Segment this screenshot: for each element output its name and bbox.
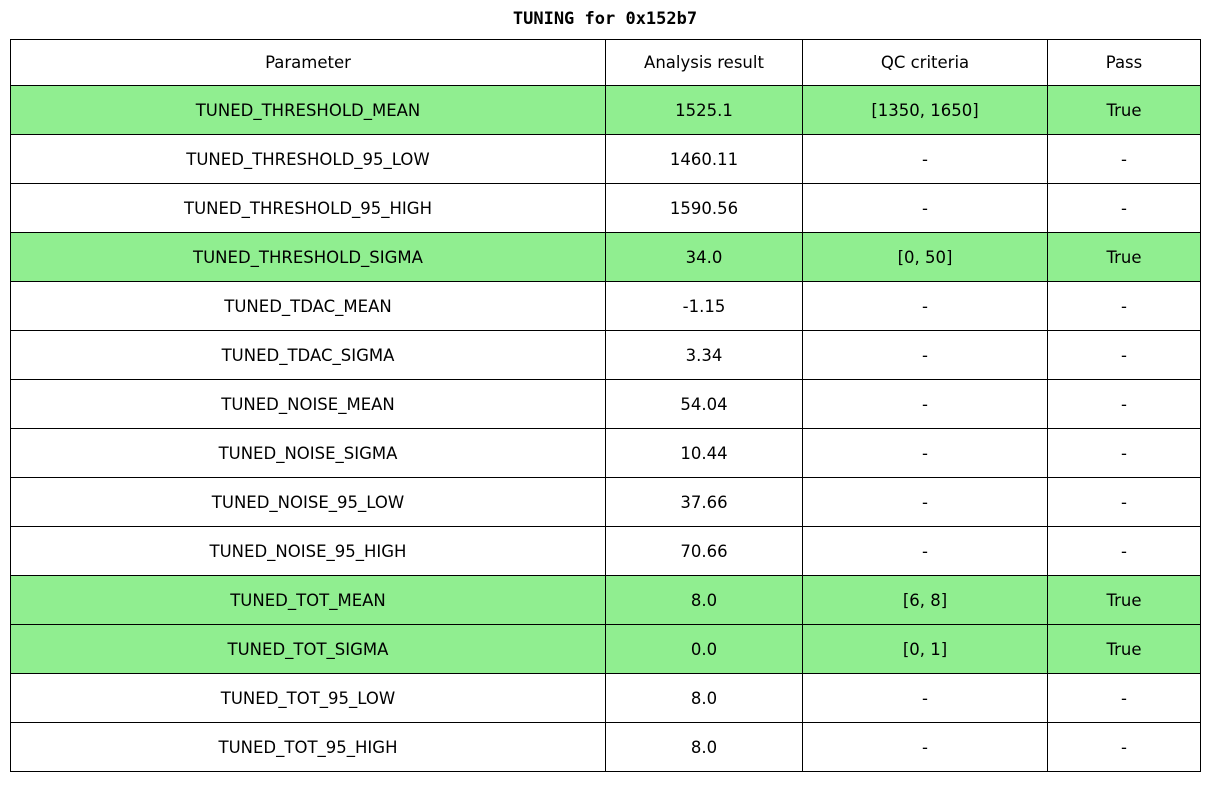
- cell-analysis-result: 34.0: [606, 233, 803, 282]
- cell-analysis-result: 8.0: [606, 674, 803, 723]
- cell-qc-criteria: -: [803, 184, 1048, 233]
- cell-qc-criteria: [1350, 1650]: [803, 86, 1048, 135]
- cell-qc-criteria: -: [803, 380, 1048, 429]
- cell-analysis-result: -1.15: [606, 282, 803, 331]
- table-row: [11, 86, 1201, 135]
- table-row: [11, 429, 1201, 478]
- cell-pass: -: [1048, 184, 1201, 233]
- cell-parameter: TUNED_TOT_SIGMA: [11, 625, 606, 674]
- cell-qc-criteria: -: [803, 429, 1048, 478]
- cell-pass: -: [1048, 723, 1201, 772]
- cell-parameter: TUNED_NOISE_95_HIGH: [11, 527, 606, 576]
- column-header-analysis-result: Analysis result: [606, 40, 803, 86]
- cell-pass: -: [1048, 331, 1201, 380]
- cell-analysis-result: 1590.56: [606, 184, 803, 233]
- cell-parameter: TUNED_TOT_MEAN: [11, 576, 606, 625]
- table-header-row: [11, 40, 1201, 86]
- cell-pass: -: [1048, 135, 1201, 184]
- table-row: [11, 282, 1201, 331]
- cell-analysis-result: 8.0: [606, 576, 803, 625]
- cell-parameter: TUNED_NOISE_SIGMA: [11, 429, 606, 478]
- cell-qc-criteria: [0, 1]: [803, 625, 1048, 674]
- cell-parameter: TUNED_TOT_95_HIGH: [11, 723, 606, 772]
- cell-analysis-result: 37.66: [606, 478, 803, 527]
- cell-analysis-result: 8.0: [606, 723, 803, 772]
- page-title: TUNING for 0x152b7: [512, 9, 698, 29]
- cell-qc-criteria: [0, 50]: [803, 233, 1048, 282]
- cell-pass: -: [1048, 429, 1201, 478]
- cell-analysis-result: 54.04: [606, 380, 803, 429]
- cell-parameter: TUNED_TDAC_MEAN: [11, 282, 606, 331]
- cell-parameter: TUNED_THRESHOLD_95_HIGH: [11, 184, 606, 233]
- table-row: [11, 380, 1201, 429]
- cell-pass: True: [1048, 625, 1201, 674]
- cell-analysis-result: 1460.11: [606, 135, 803, 184]
- cell-pass: -: [1048, 478, 1201, 527]
- cell-analysis-result: 1525.1: [606, 86, 803, 135]
- cell-analysis-result: 70.66: [606, 527, 803, 576]
- column-header-pass: Pass: [1048, 40, 1201, 86]
- cell-analysis-result: 0.0: [606, 625, 803, 674]
- cell-pass: True: [1048, 233, 1201, 282]
- cell-parameter: TUNED_TDAC_SIGMA: [11, 331, 606, 380]
- cell-parameter: TUNED_THRESHOLD_MEAN: [11, 86, 606, 135]
- cell-parameter: TUNED_THRESHOLD_SIGMA: [11, 233, 606, 282]
- table-body: [11, 86, 1201, 772]
- table-container: [0, 39, 1210, 772]
- cell-parameter: TUNED_NOISE_95_LOW: [11, 478, 606, 527]
- cell-qc-criteria: -: [803, 135, 1048, 184]
- table-row: [11, 625, 1201, 674]
- table-row: [11, 233, 1201, 282]
- cell-analysis-result: 3.34: [606, 331, 803, 380]
- table-row: [11, 576, 1201, 625]
- column-header-qc-criteria: QC criteria: [803, 40, 1048, 86]
- column-header-parameter: Parameter: [11, 40, 606, 86]
- cell-pass: True: [1048, 576, 1201, 625]
- cell-pass: -: [1048, 282, 1201, 331]
- table-row: [11, 478, 1201, 527]
- table-row: [11, 331, 1201, 380]
- cell-parameter: TUNED_THRESHOLD_95_LOW: [11, 135, 606, 184]
- cell-analysis-result: 10.44: [606, 429, 803, 478]
- cell-qc-criteria: [6, 8]: [803, 576, 1048, 625]
- table-row: [11, 184, 1201, 233]
- cell-qc-criteria: -: [803, 723, 1048, 772]
- table-row: [11, 674, 1201, 723]
- cell-qc-criteria: -: [803, 331, 1048, 380]
- table-row: [11, 135, 1201, 184]
- cell-pass: True: [1048, 86, 1201, 135]
- cell-qc-criteria: -: [803, 527, 1048, 576]
- cell-pass: -: [1048, 527, 1201, 576]
- cell-qc-criteria: -: [803, 674, 1048, 723]
- cell-pass: -: [1048, 380, 1201, 429]
- table-row: [11, 723, 1201, 772]
- table-header: [11, 40, 1201, 86]
- table-row: [11, 527, 1201, 576]
- cell-pass: -: [1048, 674, 1201, 723]
- cell-qc-criteria: -: [803, 282, 1048, 331]
- cell-parameter: TUNED_NOISE_MEAN: [11, 380, 606, 429]
- cell-parameter: TUNED_TOT_95_LOW: [11, 674, 606, 723]
- cell-qc-criteria: -: [803, 478, 1048, 527]
- qc-results-table: [10, 39, 1201, 772]
